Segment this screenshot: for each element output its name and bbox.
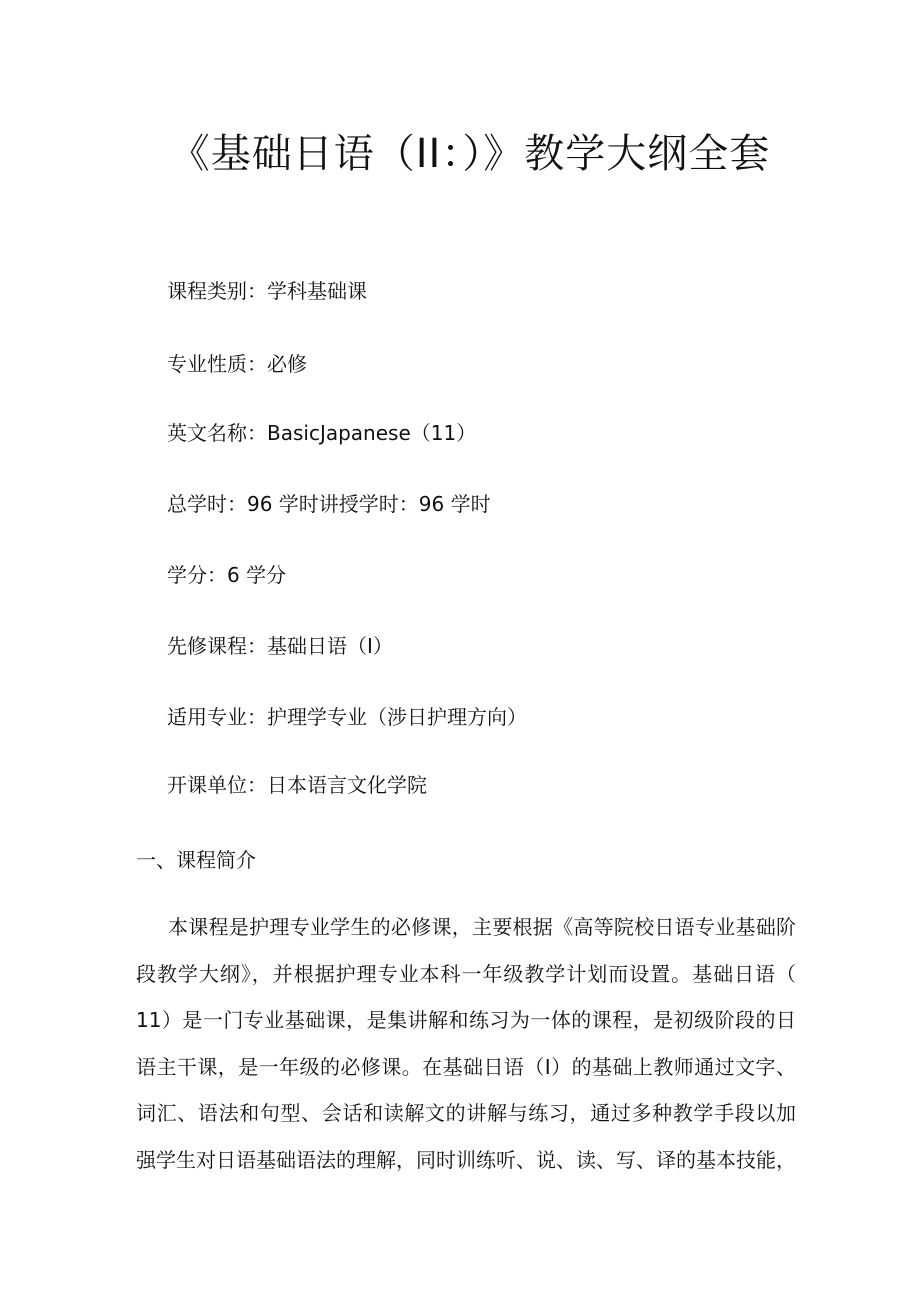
section-heading-course-intro: 一、课程简介 — [136, 848, 256, 872]
field-course-nature: 专业性质：必修 — [167, 352, 307, 376]
field-credits: 学分：6 学分 — [167, 563, 287, 587]
document-title: 《基础日语（II：）》教学大纲全套 — [169, 131, 771, 177]
paragraph-line: 语主干课，是一年级的必修课。在基础日语（I）的基础上教师通过文字、 — [136, 1054, 796, 1079]
paragraph-line: 强学生对日语基础语法的理解，同时训练听、说、读、写、译的基本技能， — [136, 1147, 796, 1172]
paragraph-line: 11）是一门专业基础课，是集讲解和练习为一体的课程，是初级阶段的日 — [136, 1008, 796, 1032]
field-prerequisite: 先修课程：基础日语（I） — [167, 634, 393, 658]
paragraph-line: 词汇、语法和句型、会话和读解文的讲解与练习，通过多种教学手段以加 — [136, 1101, 796, 1125]
field-offering-unit: 开课单位：日本语言文化学院 — [167, 773, 427, 797]
field-english-name: 英文名称：BasicJapanese（11） — [167, 421, 477, 445]
paragraph-line: 本课程是护理专业学生的必修课，主要根据《高等院校日语专业基础阶 — [168, 915, 796, 939]
course-intro-paragraph — [136, 912, 796, 1191]
field-total-hours: 总学时：96 学时讲授学时：96 学时 — [167, 492, 491, 516]
field-applicable-major: 适用专业：护理学专业（涉日护理方向） — [167, 705, 527, 729]
field-course-category: 课程类别：学科基础课 — [167, 279, 367, 303]
paragraph-line: 段教学大纲》，并根据护理专业本科一年级教学计划而设置。基础日语（ — [136, 961, 796, 986]
